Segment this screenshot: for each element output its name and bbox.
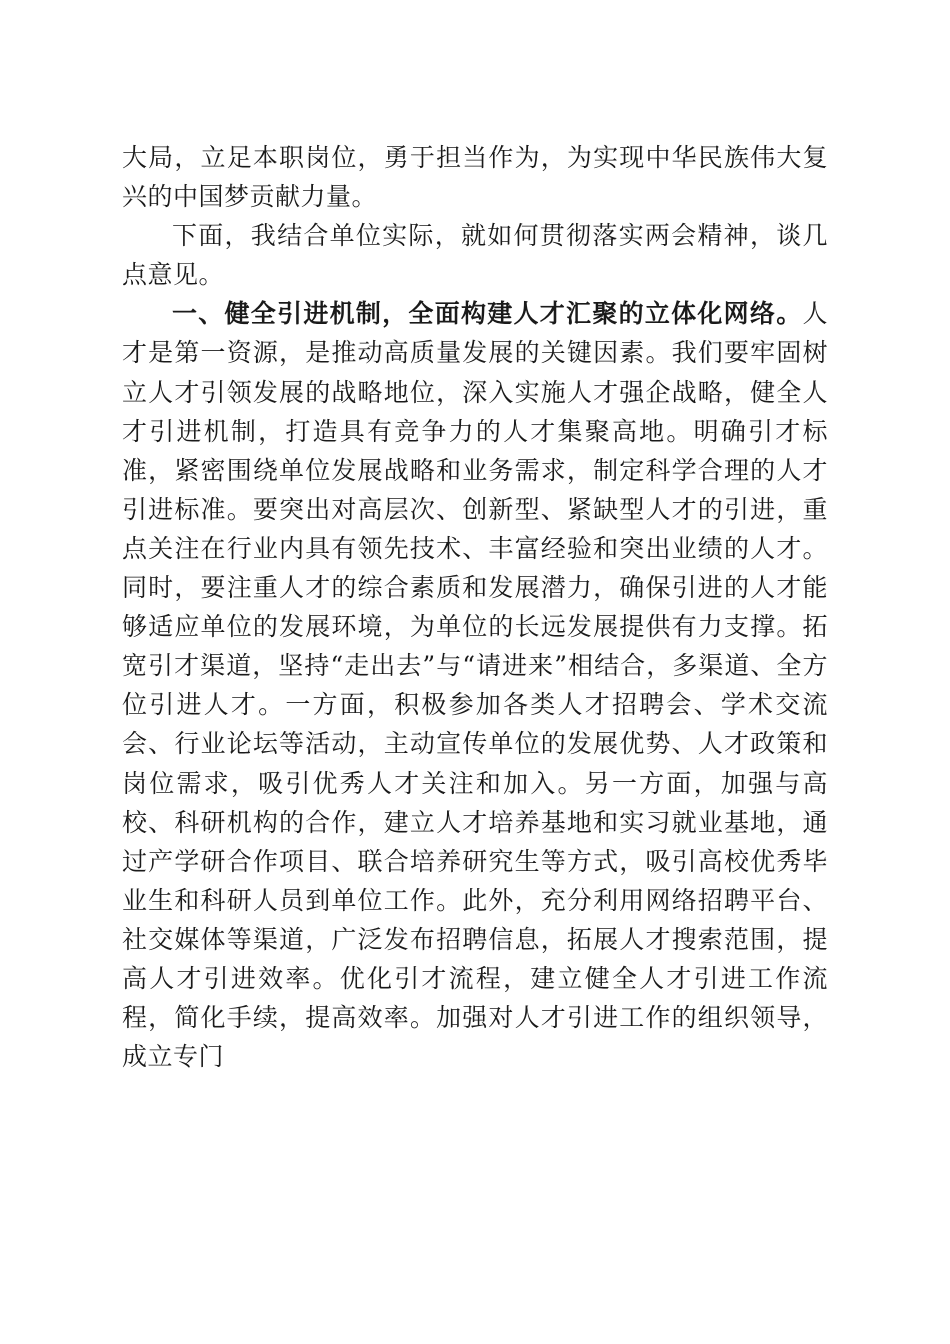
- paragraph-section-1: [122, 294, 828, 1076]
- paragraph-continuation: 大局，立足本职岗位，勇于担当作为，为实现中华民族伟大复兴的中国梦贡献力量。: [122, 143, 828, 212]
- document-body: [122, 138, 828, 1076]
- section-body: 人才是第一资源，是推动高质量发展的关键因素。我们要牢固树立人才引领发展的战略地位，深入实施人才强企战略，健全人才引进机制，打造具有竞争力的人才集聚高地。明确引才标准，紧密围绕单位发展战略和业务需求，制定科学合理的人才引进标准。要突出对高层次、创新型、紧缺型人才的引进，重点关注在行业内具有领先技术、丰富经验和突出业绩的人才。同时，要注重人才的综合素质和发展潜力，确保引进的人才能够适应单位的发展环境，为单位的长远发展提供有力支撑。拓宽引才渠道，坚持“走出去”与“请进来”相结合，多渠道、全方位引进人才。一方面，积极参加各类人才招聘会、学术交流会、行业论坛等活动，主动宣传单位的发展优势、人才政策和岗位需求，吸引优秀人才关注和加入。另一方面，加强与高校、科研机构的合作，建立人才培养基地和实习就业基地，通过产学研合作项目、联合培养研究生等方式，吸引高校优秀毕业生和科研人员到单位工作。此外，充分利用网络招聘平台、社交媒体等渠道，广泛发布招聘信息，拓展人才搜索范围，提高人才引进效率。优化引才流程，建立健全人才引进工作流程，简化手续，提高效率。加强对人才引进工作的组织领导，成立专门: [122, 299, 828, 1072]
- section-heading: 一、健全引进机制，全面构建人才汇聚的立体化网络。: [172, 299, 803, 329]
- paragraph-intro: 下面，我结合单位实际，就如何贯彻落实两会精神，谈几点意见。: [122, 221, 828, 290]
